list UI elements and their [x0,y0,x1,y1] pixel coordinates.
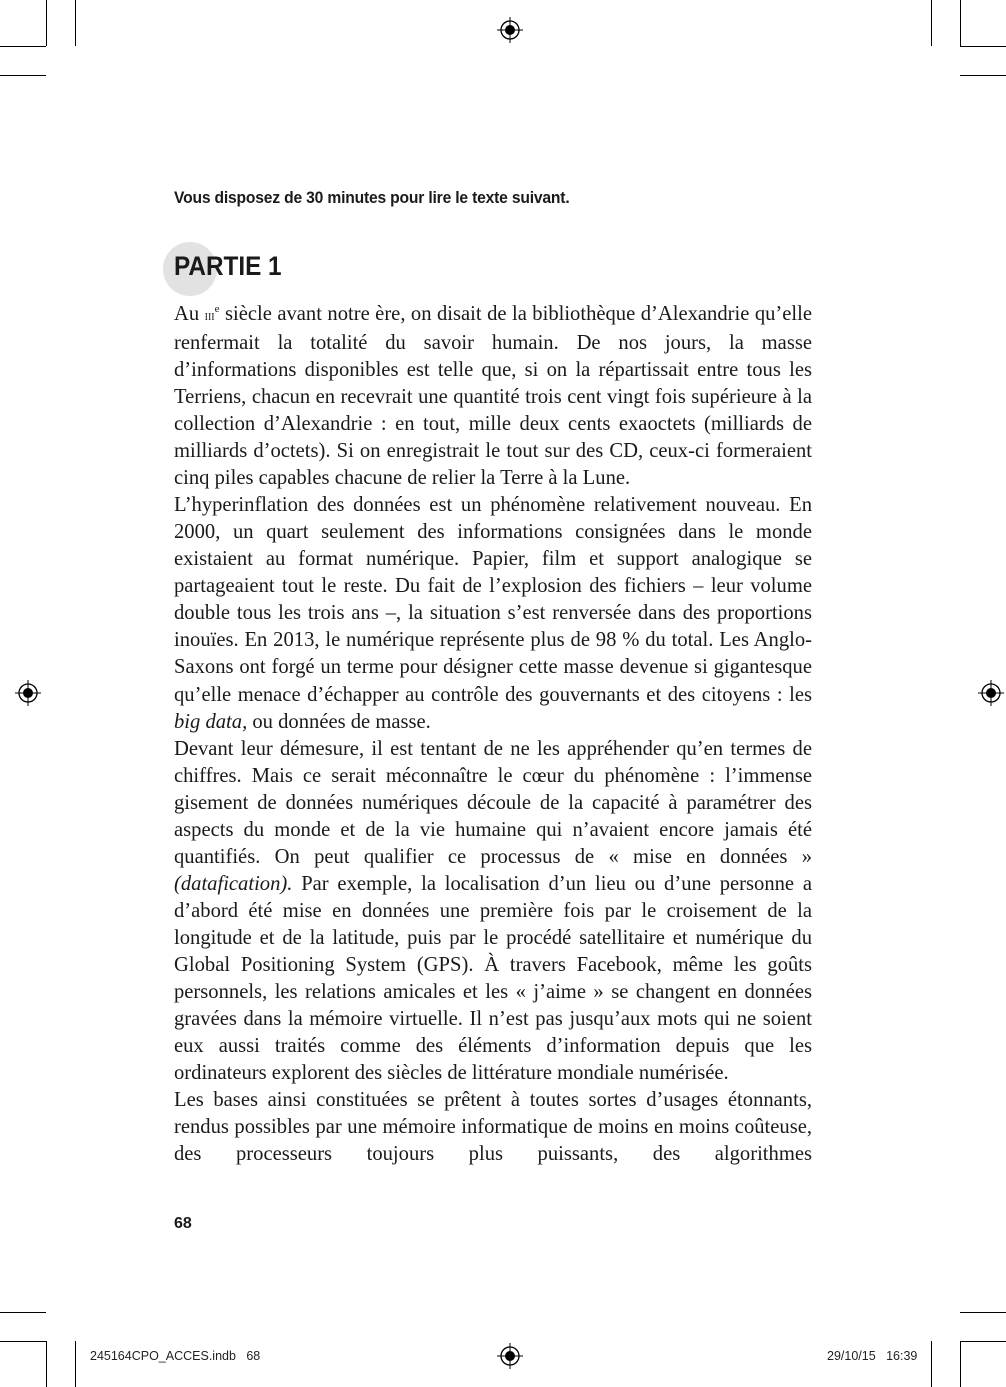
footer-timestamp: 29/10/15 16:39 [827,1349,918,1363]
registration-mark-icon [977,679,1005,707]
paragraph-4: Les bases ainsi constituées se prêtent à toutes sortes d’usages étonnants, rendus possibles par une mémoire informatique de moins en moins coûteuse, des processeurs toujours plus puissants, des algorithmes [174,1089,812,1166]
reading-instruction: Vous disposez de 30 minutes pour lire le texte suivant. [174,188,570,207]
crop-mark [46,0,47,46]
registration-mark-icon [496,16,524,44]
footer-file-slug: 245164CPO_ACCES.indb 68 [90,1349,261,1363]
crop-mark [960,1312,1006,1313]
part-title: PARTIE 1 [174,251,282,281]
crop-mark [960,1341,961,1387]
crop-mark [931,0,932,46]
registration-mark-icon [14,679,42,707]
crop-mark [0,1341,46,1342]
crop-mark [931,1341,932,1387]
crop-mark [0,1312,46,1313]
paragraph-2: L’hyperinflation des données est un phénomène relativement nouveau. En 2000, un quart seulement des informations consignées dans le monde existaient au format numérique. Papier, film et support analogique se partageaient tout le reste. Du fait de l’explosion des fichiers – leur volume double tous les trois ans –, la situation s’est renversée dans des proportions inouïes. En 2013, le numérique représente plus de 98 % du total. Les Anglo-Saxons ont forgé un terme pour désigner cette masse devenue si gigantesque qu’elle menace d’échapper au contrôle des gouvernants et des citoyens : les big data, ou données de masse. [174,494,812,733]
century-numeral: iii [204,308,215,324]
registration-mark-icon [496,1342,524,1370]
crop-mark [960,75,1006,76]
crop-mark [960,46,1006,47]
body-text [174,296,812,1168]
crop-mark [960,1341,1006,1342]
crop-mark [0,75,46,76]
paragraph-1: Au iii$^e$ siècle avant notre ère, on disait de la bibliothèque d’Alexandrie qu’elle renfermait la totalité du savoir humain. De nos jours, la masse d’informations disponibles est telle que, si on la répartissait entre tous les Terriens, chacun en recevrait une quantité trois cent vingt fois supérieure à la collection d’Alexandrie : en tout, mille deux cents exaoctets (milliards de milliards d’octets). Si on enregistrait le tout sur des CD, ceux-ci formeraient cinq piles capables chacune de relier la Terre à la Lune. [174,302,812,490]
crop-mark [75,0,76,46]
crop-mark [75,1341,76,1387]
paragraph-3: Devant leur démesure, il est tentant de ne les appréhender qu’en termes de chiffres. Mais ce serait méconnaître le cœur du phénomène : l’immense gisement de données numériques découle de la capacité à paramétrer des aspects du monde et de la vie humaine qui n’avaient encore jamais été quantifiés. On peut qualifier ce processus de « mise en données » (datafication). Par exemple, la localisation d’un lieu ou d’une personne a d’abord été mise en données une première fois par le croisement de la longitude et de la latitude, puis par le procédé satellitaire et numérique du Global Positioning System (GPS). À travers Facebook, même les goûts personnels, les relations amicales et les « j’aime » se changent en données gravées dans la mémoire virtuelle. Il n’est pas jusqu’aux mots qui ne soient eux aussi traités comme des éléments d’information depuis que les ordinateurs explorent des siècles de littérature mondiale numérisée. [174,737,812,1085]
crop-mark [46,1341,47,1387]
page-number: 68 [174,1215,192,1232]
crop-mark [960,0,961,46]
crop-mark [0,46,46,47]
